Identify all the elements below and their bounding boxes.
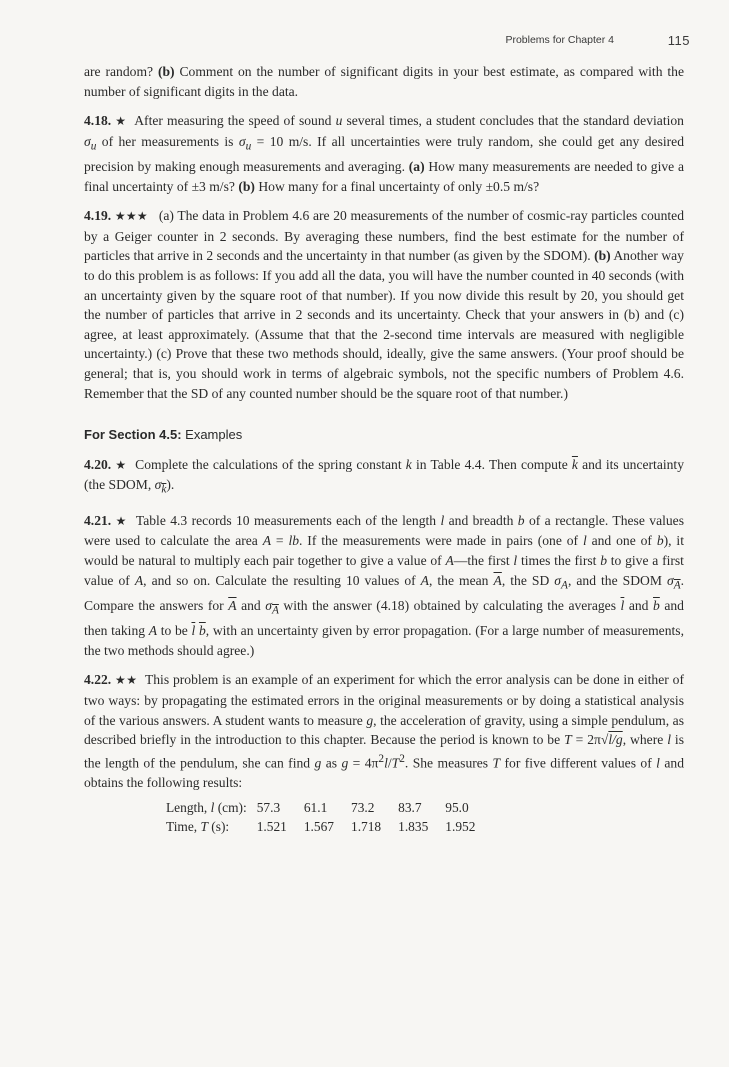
running-title: Problems for Chapter 4: [505, 34, 614, 46]
problem-number: 4.18.: [84, 113, 112, 129]
table-cell: 57.3: [256, 800, 281, 816]
table-row-length: [166, 798, 492, 817]
problem-number: 4.22.: [84, 672, 112, 688]
problem-4-17-continuation: are random? (b) Comment on the number of significant digits in your best estimate, as compared with the number of significant digits in the data.: [84, 64, 685, 99]
problem-4-22: 4.22. ★★ This problem is an example of an experiment for which the error analysis can be done in either of two ways: by propagating the estimated errors in the original measurements or by doing a statistical analysis of the various answers. A student wants to measure g, the acceleration of gravity, using a simple pendulum, as described briefly in the introduction to this chapter. Because the period is known to be T = 2π√l/g, where l is the length of the pendulum, she can find g as $g = 4\pi^2l/T^2$. She measures T for five different values of l and obtains the following results:: [84, 672, 684, 790]
page-body: [84, 62, 684, 836]
row-label-length: Length, l (cm):: [166, 800, 247, 816]
table-cell: 1.567: [303, 819, 334, 835]
difficulty-stars: ★: [115, 513, 128, 528]
problem-number: 4.20.: [84, 456, 112, 472]
problem-4-18: 4.18. ★ After measuring the speed of sound u several times, a student concludes that the standard deviation $\sigma_u$ of her measurements is $\sigma_u = 10$ m/s. If all uncertainties were truly random, she could get any desired precision by making enough measurements and averaging. (a) How many measurements are needed to give a final uncertainty of ±3 m/s? (b) How many for a final uncertainty of only ±0.5 m/s?: [84, 113, 684, 194]
difficulty-stars: ★★: [115, 673, 138, 688]
table-cell: 1.952: [445, 819, 476, 835]
table-cell: 1.835: [398, 819, 429, 835]
table-cell: 73.2: [351, 800, 375, 816]
difficulty-stars: ★★★: [114, 209, 148, 224]
pendulum-data-table: [166, 798, 492, 836]
page-header: [84, 34, 690, 50]
row-label-time: Time, T (s):: [166, 819, 230, 835]
problem-number: 4.19.: [84, 208, 112, 224]
problem-4-21: 4.21. ★ Table 4.3 records 10 measurements each of the length l and breadth b of a rectangle. These values were used to calculate the area A = lb. If the measurements were made in pairs (one of l and one of b), it would be natural to multiply each pair together to give a value of A—the first l times the first b to give a first value of A, and so on. Calculate the resulting 10 values of A, the mean $\overline{A}$, the SD $\sigma_A$, and the SDOM $\sigma_{\overline{A}}$. Compare the answers for $\overline{A}$ and $\sigma_{\overline{A}}$ with the answer (4.18) obtained by calculating the averages $\overline{l}$ and $\overline{b}$ and then taking A to be $\overline{l}$ $\overline{b}$, with an uncertainty given by error propagation. (For a large number of measurements, the two methods should agree.): [84, 512, 685, 658]
table-cell: 1.521: [256, 819, 287, 835]
page-number: 115: [667, 33, 690, 48]
table-cell: 1.718: [351, 819, 382, 835]
section-heading: For Section 4.5: Examples: [84, 427, 243, 443]
table-cell: 61.1: [303, 800, 328, 816]
table-cell: 95.0: [445, 800, 469, 816]
problem-number: 4.21.: [84, 512, 112, 528]
problem-4-20: 4.20. ★ Complete the calculations of the spring constant k in Table 4.4. Then compute $\overline{k}$ and its uncertainty (the SDOM, $\sigma_{\overline{k}}$).: [84, 456, 685, 497]
problem-4-19: 4.19. ★★★ (a) The data in Problem 4.6 are 20 measurements of the number of cosmic-ray particles counted by a Geiger counter in 2 seconds. By averaging these numbers, find the best estimate for the number of particles that arrive in 2 seconds and the uncertainty in that number (as given by the SDOM). (b) Another way to do this problem is as follows: If you add all the data, you will have the number counted in 40 seconds (with an uncertainty given by the square root of that number). If you now divide this result by 20, you should get the number of particles that arrive in 2 seconds and its uncertainty. Check that your answers in (b) and (c) agree, at least approximately. (Assume that that the 2-second time intervals are measured with negligible uncertainty.) (c) Prove that these two methods should, ideally, give the same answers. (Your proof should be general; that is, you should work in terms of algebraic symbols, not the specific numbers of Problem 4.6. Remember that the SD of any counted number should be the square root of that number.): [84, 208, 684, 401]
table-cell: 83.7: [398, 800, 422, 816]
table-row-time: [166, 817, 492, 836]
difficulty-stars: ★: [115, 457, 127, 472]
difficulty-stars: ★: [115, 114, 127, 129]
